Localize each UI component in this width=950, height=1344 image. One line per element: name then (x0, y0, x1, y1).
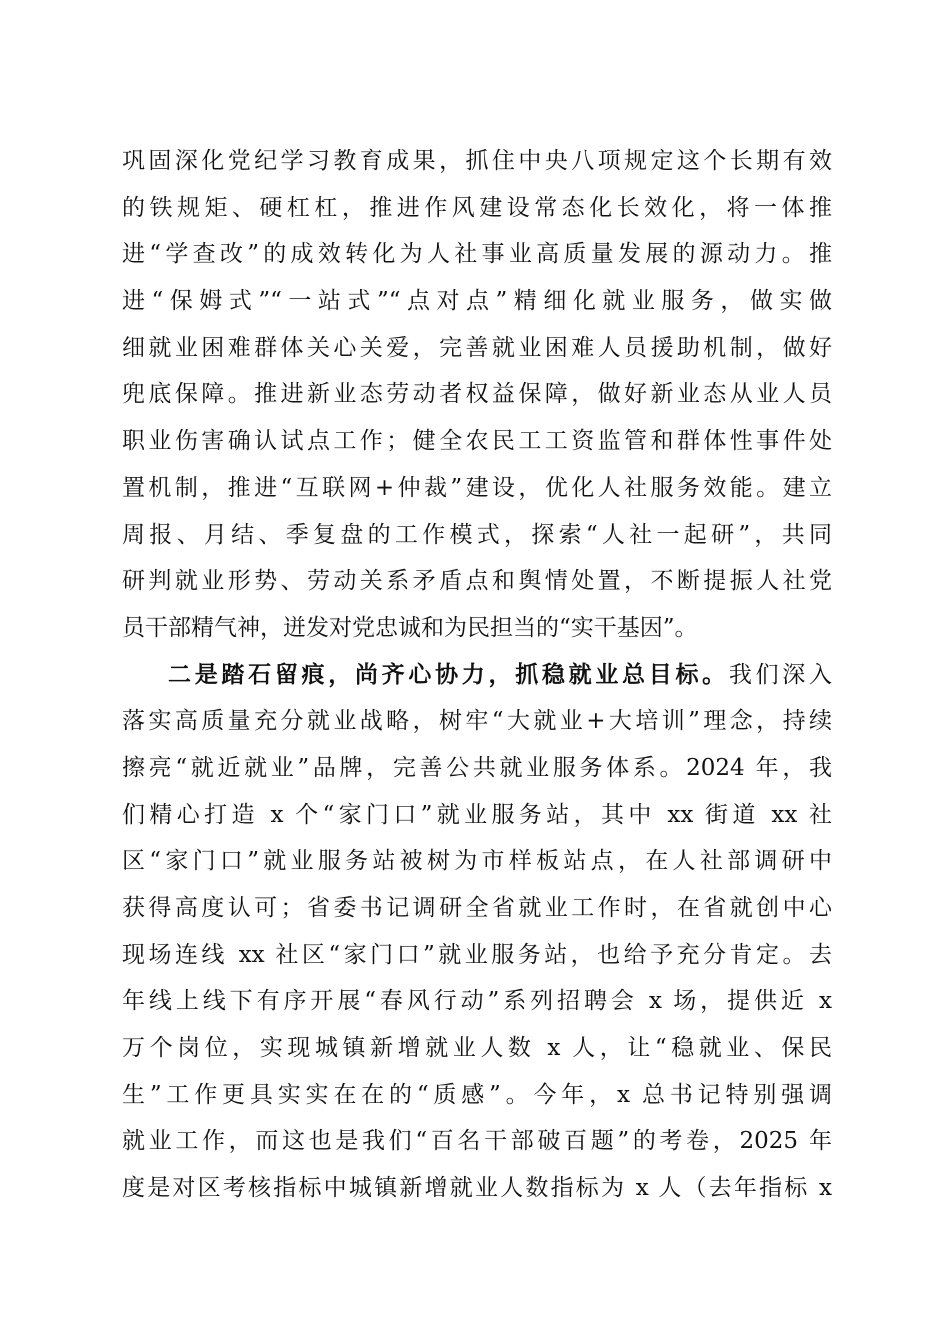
text-line: 周报、月结、季复盘的工作模式，探索“人社一起研”，共同 (122, 521, 832, 548)
text-line: 职业伤害确认试点工作；健全农民工工资监管和群体性事件处 (122, 428, 832, 455)
paragraph-1 (122, 138, 832, 652)
document-body (122, 138, 832, 1212)
text-line: 研判就业形势、劳动关系矛盾点和舆情处置，不断提振人社党 (122, 568, 832, 595)
text-line: 生”工作更具实实在在的“质感”。今年，x 总书记特别强调 (122, 1081, 832, 1108)
text-line: 落实高质量充分就业战略，树牢“大就业+大培训”理念，持续 (122, 708, 832, 735)
text-line: 度是对区考核指标中城镇新增就业人数指标为 x 人（去年指标 x (122, 1175, 832, 1202)
text-line: 们精心打造 x 个“家门口”就业服务站，其中 xx 街道 xx 社 (122, 801, 832, 828)
text-line: 区“家门口”就业服务站被树为市样板站点，在人社部调研中 (122, 848, 832, 875)
section-heading: 二是踏石留痕，尚齐心协力，抓稳就业总目标。 (168, 660, 729, 688)
text-line: 进“保姆式”“一站式”“点对点”精细化就业服务，做实做 (122, 288, 832, 315)
text-line: 细就业困难群体关心关爱，完善就业困难人员援助机制，做好 (122, 334, 832, 361)
text-line: 就业工作，而这也是我们“百名干部破百题”的考卷，2025 年 (122, 1128, 832, 1155)
text-line: 进“学查改”的成效转化为人社事业高质量发展的源动力。推 (122, 241, 832, 268)
paragraph-2 (122, 652, 832, 1212)
text-line: 兜底保障。推进新业态劳动者权益保障，做好新业态从业人员 (122, 381, 832, 408)
text-line: 年线上线下有序开展“春风行动”系列招聘会 x 场，提供近 x (122, 988, 832, 1015)
text-line: 巩固深化党纪学习教育成果，抓住中央八项规定这个长期有效 (122, 148, 832, 174)
text-fragment: 我们深入 (728, 661, 833, 688)
text-line: 万个岗位，实现城镇新增就业人数 x 人，让“稳就业、保民 (122, 1035, 832, 1062)
text-line: 获得高度认可；省委书记调研全省就业工作时，在省就创中心 (122, 895, 832, 921)
paragraph-2-first-line (122, 652, 832, 699)
text-line: 现场连线 xx 社区“家门口”就业服务站，也给予充分肯定。去 (122, 941, 832, 968)
text-line: 擦亮“就近就业”品牌，完善公共就业服务体系。2024 年，我 (122, 754, 832, 781)
text-line: 置机制，推进“互联网+仲裁”建设，优化人社服务效能。建立 (122, 474, 832, 501)
text-line: 员干部精气神，迸发对党忠诚和为民担当的“实干基因”。 (122, 614, 698, 641)
text-line: 的铁规矩、硬杠杠，推进作风建设常态化长效化，将一体推 (122, 194, 832, 221)
